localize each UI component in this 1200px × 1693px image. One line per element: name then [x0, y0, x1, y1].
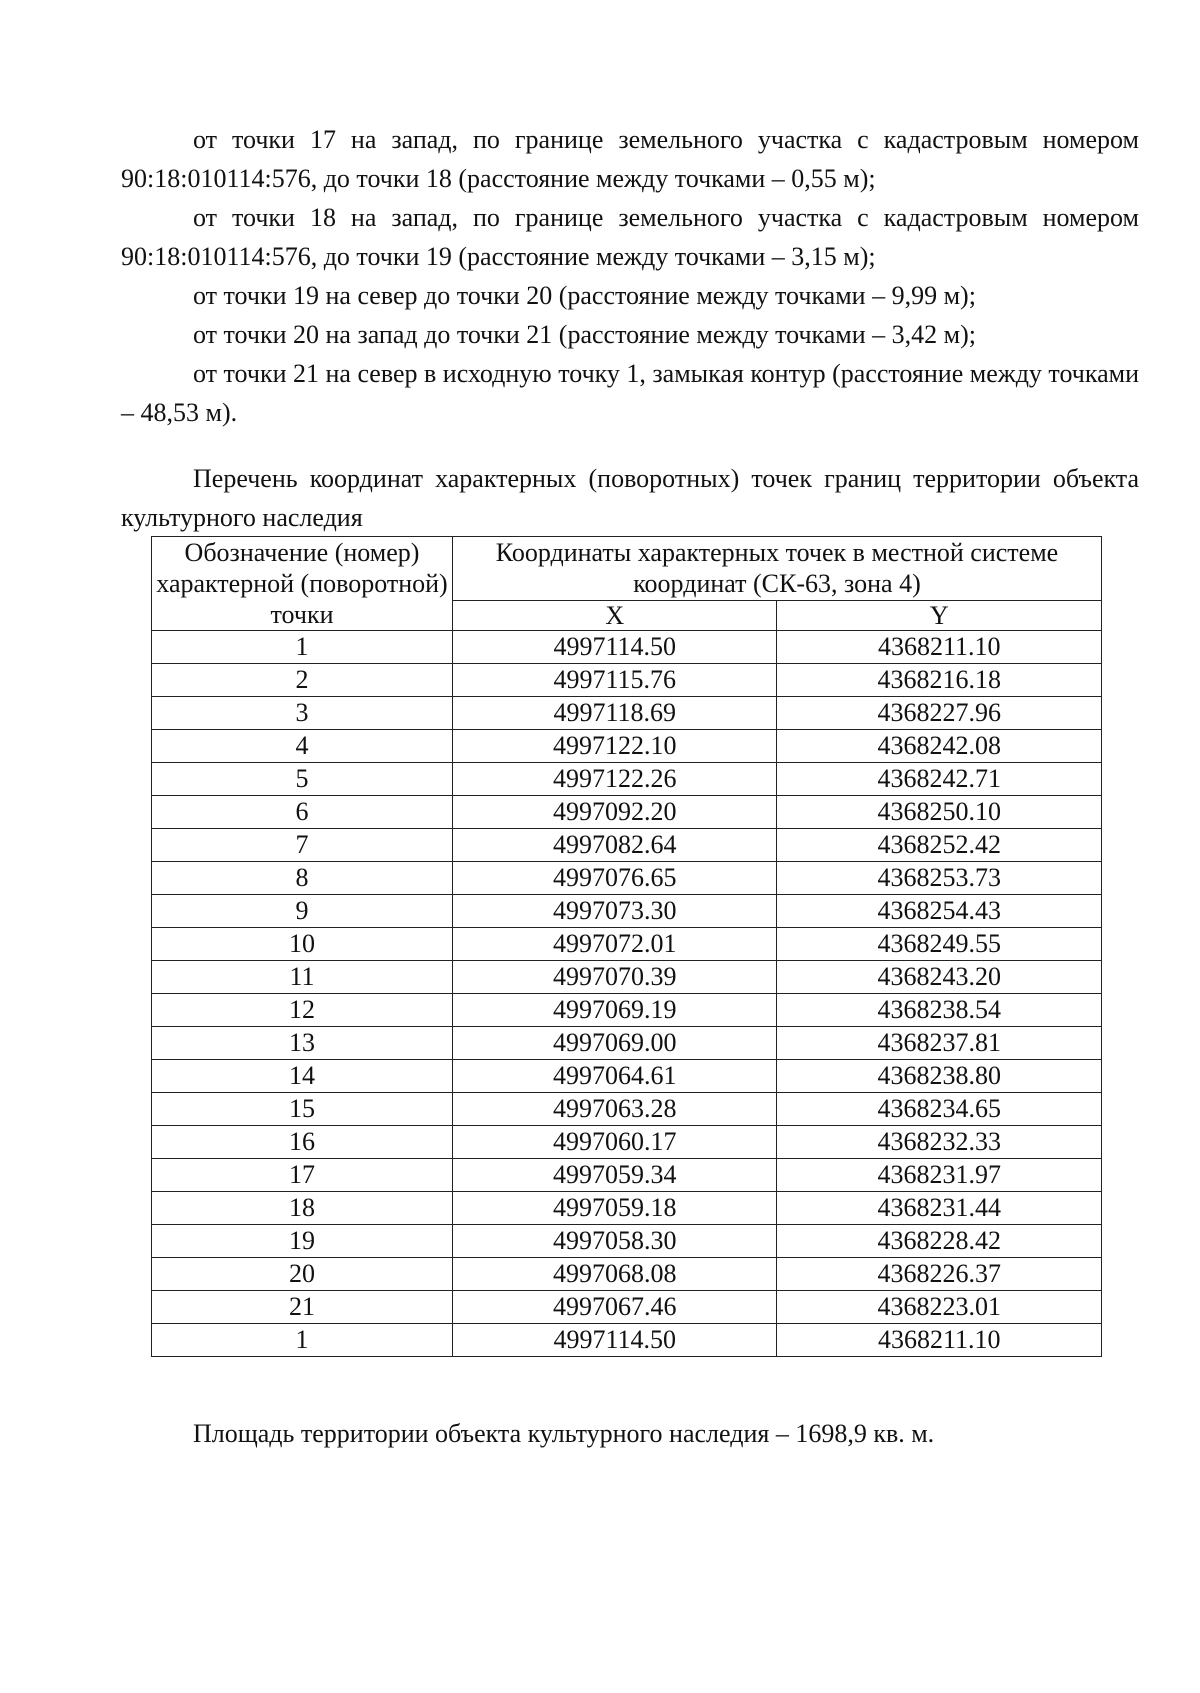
- table-row: [152, 1093, 1102, 1126]
- point-cell: 12: [152, 994, 453, 1027]
- y-cell: 4368223.01: [777, 1291, 1102, 1324]
- table-caption: Перечень координат характерных (поворотных) точек границ территории объекта культурного наследия: [121, 464, 1139, 532]
- x-cell: 4997058.30: [453, 1225, 777, 1258]
- y-cell: 4368232.33: [777, 1126, 1102, 1159]
- x-cell: 4997092.20: [453, 796, 777, 829]
- y-cell: 4368242.08: [777, 730, 1102, 763]
- y-cell: 4368242.71: [777, 763, 1102, 796]
- y-cell: 4368228.42: [777, 1225, 1102, 1258]
- x-cell: 4997073.30: [453, 895, 777, 928]
- y-cell: 4368238.80: [777, 1060, 1102, 1093]
- x-cell: 4997082.64: [453, 829, 777, 862]
- x-cell: 4997118.69: [453, 697, 777, 730]
- point-cell: 13: [152, 1027, 453, 1060]
- x-cell: 4997067.46: [453, 1291, 777, 1324]
- point-cell: 11: [152, 961, 453, 994]
- table-row: [152, 796, 1102, 829]
- x-cell: 4997069.19: [453, 994, 777, 1027]
- x-cell: 4997114.50: [453, 1324, 777, 1357]
- x-cell: 4997122.26: [453, 763, 777, 796]
- boundary-paragraph-17-18: от точки 17 на запад, по границе земельного участка с кадастровым номером 90:18:010114:576, до точки 18 (расстояние между точками – 0,55 м);: [121, 125, 1139, 193]
- point-cell: 16: [152, 1126, 453, 1159]
- point-cell: 18: [152, 1192, 453, 1225]
- point-cell: 5: [152, 763, 453, 796]
- point-cell: 1: [152, 1324, 453, 1357]
- point-cell: 14: [152, 1060, 453, 1093]
- point-cell: 1: [152, 631, 453, 664]
- coordinates-table: [151, 536, 1102, 1357]
- table-row: [152, 862, 1102, 895]
- table-row: [152, 1258, 1102, 1291]
- table-row: [152, 631, 1102, 664]
- x-cell: 4997070.39: [453, 961, 777, 994]
- y-cell: 4368231.44: [777, 1192, 1102, 1225]
- area-statement: Площадь территории объекта культурного наследия – 1698,9 кв. м.: [193, 1419, 935, 1448]
- point-cell: 6: [152, 796, 453, 829]
- table-row: [152, 1192, 1102, 1225]
- point-cell: 19: [152, 1225, 453, 1258]
- table-row: [152, 928, 1102, 961]
- point-cell: 4: [152, 730, 453, 763]
- y-cell: 4368216.18: [777, 664, 1102, 697]
- y-cell: 4368252.42: [777, 829, 1102, 862]
- y-cell: 4368254.43: [777, 895, 1102, 928]
- x-cell: 4997059.18: [453, 1192, 777, 1225]
- table-row: [152, 1126, 1102, 1159]
- y-cell: 4368231.97: [777, 1159, 1102, 1192]
- table-row: [152, 829, 1102, 862]
- y-cell: 4368211.10: [777, 1324, 1102, 1357]
- x-cell: 4997114.50: [453, 631, 777, 664]
- point-cell: 8: [152, 862, 453, 895]
- table-row: [152, 664, 1102, 697]
- y-cell: 4368237.81: [777, 1027, 1102, 1060]
- x-cell: 4997068.08: [453, 1258, 777, 1291]
- table-row: [152, 895, 1102, 928]
- point-cell: 9: [152, 895, 453, 928]
- table-row: [152, 994, 1102, 1027]
- boundary-paragraph-21-1: от точки 21 на север в исходную точку 1, замыкая контур (расстояние между точками – 48,53 м).: [121, 359, 1140, 427]
- table-row: [152, 1060, 1102, 1093]
- table-row: [152, 1027, 1102, 1060]
- x-cell: 4997063.28: [453, 1093, 777, 1126]
- y-cell: 4368243.20: [777, 961, 1102, 994]
- table-row: [152, 1159, 1102, 1192]
- x-cell: 4997064.61: [453, 1060, 777, 1093]
- point-cell: 15: [152, 1093, 453, 1126]
- header-y: Y: [777, 600, 1102, 630]
- boundary-paragraph-19-20: от точки 19 на север до точки 20 (расстояние между точками – 9,99 м);: [193, 281, 976, 310]
- x-cell: 4997076.65: [453, 862, 777, 895]
- x-cell: 4997072.01: [453, 928, 777, 961]
- y-cell: 4368227.96: [777, 697, 1102, 730]
- table-row: [152, 961, 1102, 994]
- point-cell: 3: [152, 697, 453, 730]
- y-cell: 4368211.10: [777, 631, 1102, 664]
- table-row: [152, 1291, 1102, 1324]
- table-row: [152, 730, 1102, 763]
- coordinates-table-body: [152, 631, 1102, 1357]
- table-row: [152, 1225, 1102, 1258]
- header-x: X: [453, 600, 777, 630]
- point-cell: 17: [152, 1159, 453, 1192]
- point-cell: 20: [152, 1258, 453, 1291]
- y-cell: 4368253.73: [777, 862, 1102, 895]
- header-coordinates: Координаты характерных точек в местной системе координат (СК-63, зона 4): [453, 537, 1102, 601]
- x-cell: 4997069.00: [453, 1027, 777, 1060]
- x-cell: 4997059.34: [453, 1159, 777, 1192]
- table-row: [152, 697, 1102, 730]
- point-cell: 2: [152, 664, 453, 697]
- point-cell: 10: [152, 928, 453, 961]
- y-cell: 4368238.54: [777, 994, 1102, 1027]
- point-cell: 7: [152, 829, 453, 862]
- y-cell: 4368249.55: [777, 928, 1102, 961]
- boundary-paragraph-18-19: от точки 18 на запад, по границе земельного участка с кадастровым номером 90:18:010114:576, до точки 19 (расстояние между точками – 3,15 м);: [121, 203, 1139, 271]
- x-cell: 4997122.10: [453, 730, 777, 763]
- boundary-paragraph-20-21: от точки 20 на запад до точки 21 (расстояние между точками – 3,42 м);: [193, 320, 977, 349]
- header-point-designation: Обозначение (номер) характерной (поворотной) точки: [152, 537, 453, 631]
- x-cell: 4997115.76: [453, 664, 777, 697]
- table-row: [152, 763, 1102, 796]
- x-cell: 4997060.17: [453, 1126, 777, 1159]
- y-cell: 4368250.10: [777, 796, 1102, 829]
- y-cell: 4368226.37: [777, 1258, 1102, 1291]
- y-cell: 4368234.65: [777, 1093, 1102, 1126]
- point-cell: 21: [152, 1291, 453, 1324]
- table-row: [152, 1324, 1102, 1357]
